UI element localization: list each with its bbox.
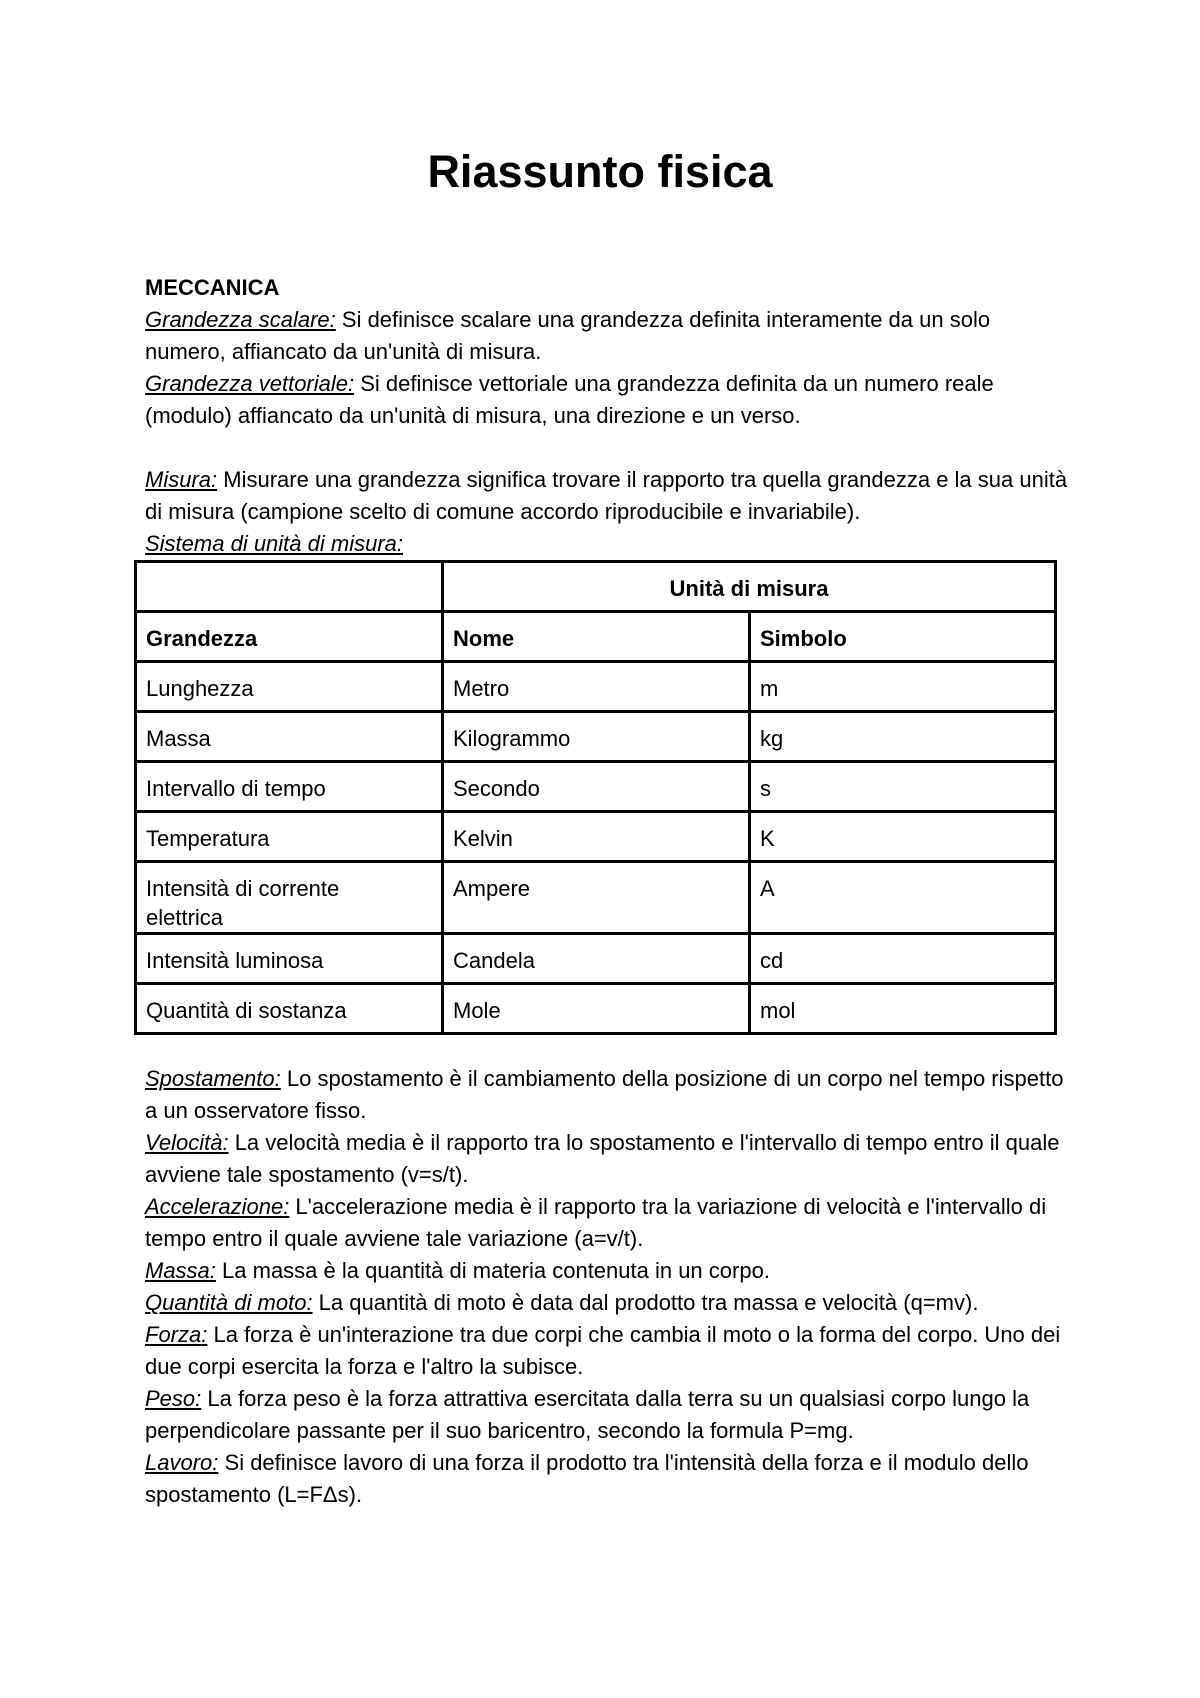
table-header-grandezza: Grandezza [136,612,443,662]
table-row [136,812,1056,862]
definition-velocita [145,1127,1075,1191]
table-row [136,762,1056,812]
term-label: Forza [145,1322,202,1347]
table-cell: cd [750,934,1056,984]
term-suffix: : [329,307,336,332]
table-cell: Metro [443,662,750,712]
table-cell: Intervallo di tempo [136,762,443,812]
term-label: Accelerazione [145,1194,284,1219]
term-label: Velocità [145,1130,223,1155]
definition-lavoro [145,1447,1075,1511]
term-label: Grandezza vettoriale [145,371,348,396]
spacer [145,432,1075,464]
term-suffix: : [306,1290,313,1315]
table-header-row [136,612,1056,662]
term-suffix: : [201,1322,208,1347]
definition-text: La massa è la quantità di materia contenuta in un corpo. [215,1258,770,1283]
table-cell: mol [750,984,1056,1034]
table-empty-cell [136,562,443,612]
definition-text: Si definisce lavoro di una forza il prodotto tra l'intensità della forza e il modulo dello spostamento (L=FΔs). [145,1450,1029,1507]
definition-accelerazione [145,1191,1075,1255]
definition-text: La forza è un'interazione tra due corpi che cambia il moto o la forma del corpo. Uno dei due corpi esercita la forza e l'altro la subisce. [145,1322,1061,1379]
table-group-header-row [136,562,1056,612]
term-label: Spostamento [145,1066,275,1091]
table-row [136,712,1056,762]
term-suffix: : [222,1130,229,1155]
table-cell: m [750,662,1056,712]
term-suffix: : [274,1066,281,1091]
table-cell: Secondo [443,762,750,812]
definition-text: La velocità media è il rapporto tra lo spostamento e l'intervallo di tempo entro il quale avviene tale spostamento (v=s/t). [145,1130,1060,1187]
term-suffix: : [348,371,355,396]
table-header-simbolo: Simbolo [750,612,1056,662]
definitions-list [145,1063,1075,1511]
table-cell: Ampere [443,862,750,934]
definition-misura [145,464,1075,528]
table-row [136,934,1056,984]
definition-quantita-di-moto [145,1287,1075,1319]
definition-grandezza-vettoriale [145,368,1075,432]
table-header-nome: Nome [443,612,750,662]
table-group-header: Unità di misura [443,562,1056,612]
table-cell: K [750,812,1056,862]
definition-text: Lo spostamento è il cambiamento della posizione di un corpo nel tempo rispetto a un osservatore fisso. [145,1066,1064,1123]
table-cell: Lunghezza [136,662,443,712]
table-row [136,862,1056,934]
table-cell: Mole [443,984,750,1034]
table-cell: Massa [136,712,443,762]
table-cell: Kilogrammo [443,712,750,762]
units-table [134,560,1057,1035]
term-label: Lavoro [145,1450,213,1475]
term-suffix: : [209,1258,216,1283]
table-cell: Quantità di sostanza [136,984,443,1034]
table-cell: Temperatura [136,812,443,862]
table-cell: kg [750,712,1056,762]
term-suffix: : [396,531,404,556]
definition-spostamento [145,1063,1075,1127]
term-label: Grandezza scalare [145,307,330,332]
term-label: Massa [145,1258,210,1283]
definition-text: L'accelerazione media è il rapporto tra la variazione di velocità e l'intervallo di tempo entro il quale avviene tale variazione (a=v/t). [145,1194,1047,1251]
sistema-heading [145,528,1075,560]
term-label: Peso [145,1386,196,1411]
definition-text: Si definisce vettoriale una grandezza definita da un numero reale (modulo) affiancato da un'unità di misura, una direzione e un verso. [145,371,994,428]
table-cell: Intensità luminosa [136,934,443,984]
definition-peso [145,1383,1075,1447]
definition-text: Misurare una grandezza significa trovare il rapporto tra quella grandezza e la sua unità di misura (campione scelto di comune accordo riproducibile e invariabile). [145,467,1068,524]
table-cell: Kelvin [443,812,750,862]
term-suffix: : [211,467,218,492]
definition-text: La forza peso è la forza attrattiva esercitata dalla terra su un qualsiasi corpo lungo la perpendicolare passante per il suo baricentro, secondo la formula P=mg. [145,1386,1030,1443]
definition-forza [145,1319,1075,1383]
table-cell: A [750,862,1056,934]
term-label: Sistema di unità di misura [145,531,397,556]
table-cell: s [750,762,1056,812]
definition-massa [145,1255,1075,1287]
table-cell: Candela [443,934,750,984]
page-title: Riassunto fisica [427,146,773,197]
table-row [136,984,1056,1034]
definition-grandezza-scalare [145,304,1075,368]
table-cell: Intensità di corrente elettrica [136,862,443,934]
definition-text: La quantità di moto è data dal prodotto tra massa e velocità (q=mv). [312,1290,979,1315]
term-suffix: : [283,1194,290,1219]
definition-text: Si definisce scalare una grandezza definita interamente da un solo numero, affiancato da un'unità di misura. [145,307,991,364]
term-suffix: : [212,1450,219,1475]
document-body [145,272,1075,1511]
term-label: Misura [145,467,212,492]
term-suffix: : [195,1386,202,1411]
table-row [136,662,1056,712]
section-heading: MECCANICA [145,275,280,300]
term-label: Quantità di moto [145,1290,307,1315]
